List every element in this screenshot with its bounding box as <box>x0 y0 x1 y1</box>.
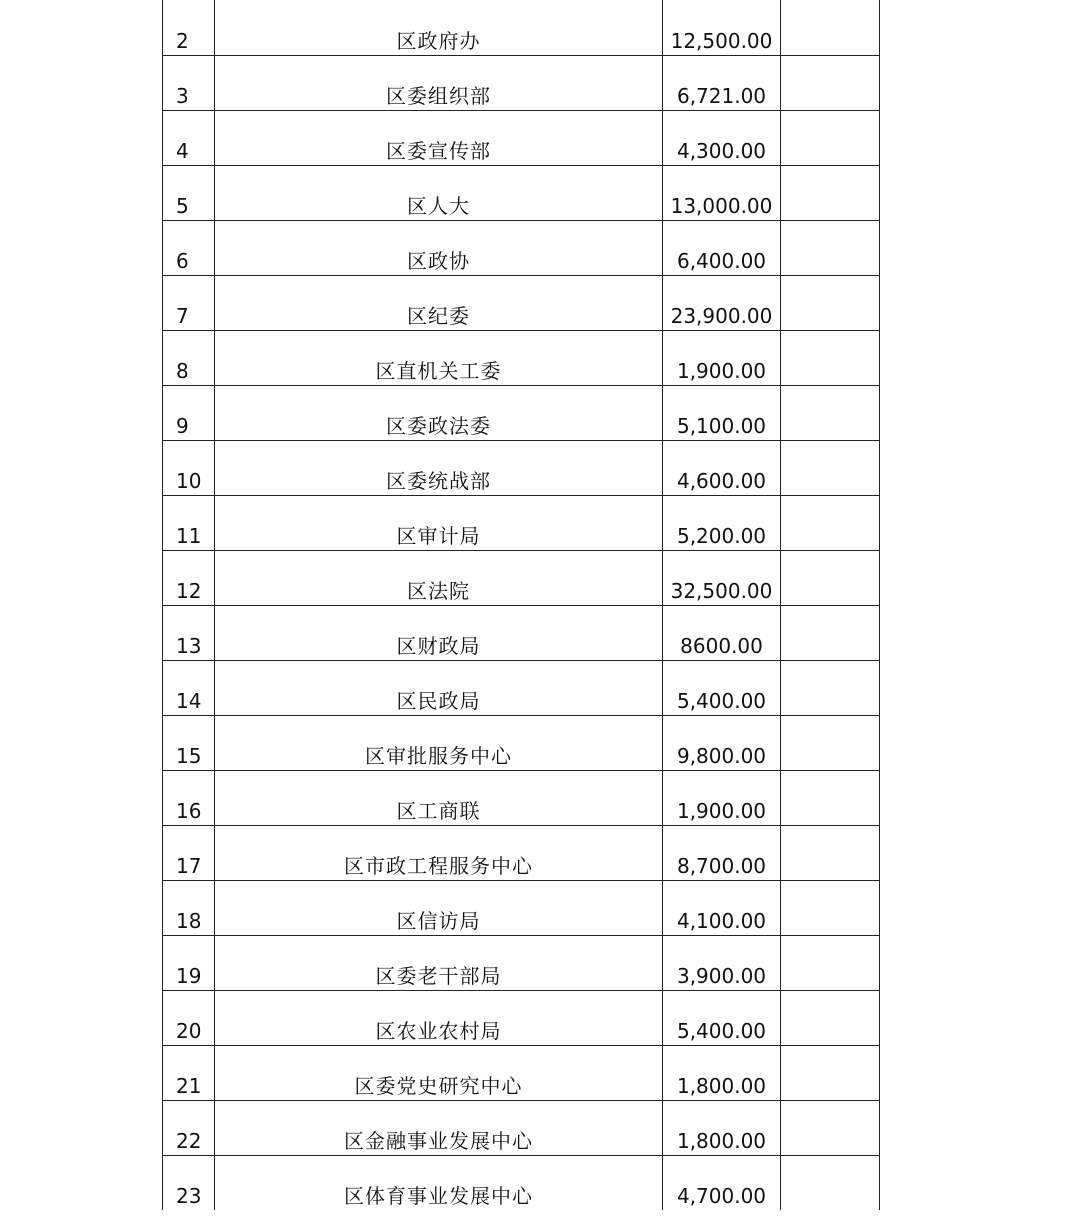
remark-cell <box>781 770 880 825</box>
amount: 8,700.00 <box>663 825 781 880</box>
unit-name: 区金融事业发展中心 <box>215 1100 663 1155</box>
remark-cell <box>781 0 880 55</box>
unit-name: 区委政法委 <box>215 385 663 440</box>
row-number: 13 <box>163 605 215 660</box>
row-number: 18 <box>163 880 215 935</box>
remark-cell <box>781 55 880 110</box>
unit-name: 区体育事业发展中心 <box>215 1155 663 1210</box>
row-number: 11 <box>163 495 215 550</box>
table-row <box>163 495 880 550</box>
table-row <box>163 660 880 715</box>
amount: 32,500.00 <box>663 550 781 605</box>
amount: 4,600.00 <box>663 440 781 495</box>
remark-cell <box>781 935 880 990</box>
unit-name: 区审计局 <box>215 495 663 550</box>
unit-name: 区市政工程服务中心 <box>215 825 663 880</box>
amount: 1,800.00 <box>663 1100 781 1155</box>
table-row <box>163 1100 880 1155</box>
row-number: 6 <box>163 220 215 275</box>
amount: 1,900.00 <box>663 330 781 385</box>
row-number: 14 <box>163 660 215 715</box>
table-row <box>163 770 880 825</box>
amount: 23,900.00 <box>663 275 781 330</box>
remark-cell <box>781 330 880 385</box>
table-row <box>163 825 880 880</box>
remark-cell <box>781 825 880 880</box>
row-number: 4 <box>163 110 215 165</box>
unit-name: 区纪委 <box>215 275 663 330</box>
table-row <box>163 275 880 330</box>
unit-name: 区信访局 <box>215 880 663 935</box>
unit-name: 区委宣传部 <box>215 110 663 165</box>
remark-cell <box>781 550 880 605</box>
amount: 4,300.00 <box>663 110 781 165</box>
allocation-table <box>162 0 880 1210</box>
row-number: 7 <box>163 275 215 330</box>
row-number: 9 <box>163 385 215 440</box>
amount: 9,800.00 <box>663 715 781 770</box>
remark-cell <box>781 605 880 660</box>
remark-cell <box>781 165 880 220</box>
amount: 4,100.00 <box>663 880 781 935</box>
table-row <box>163 110 880 165</box>
remark-cell <box>781 715 880 770</box>
remark-cell <box>781 495 880 550</box>
row-number: 5 <box>163 165 215 220</box>
row-number: 19 <box>163 935 215 990</box>
remark-cell <box>781 1155 880 1210</box>
table-body <box>163 0 880 1210</box>
remark-cell <box>781 880 880 935</box>
unit-name: 区财政局 <box>215 605 663 660</box>
unit-name: 区委统战部 <box>215 440 663 495</box>
unit-name: 区政府办 <box>215 0 663 55</box>
table-row <box>163 220 880 275</box>
allocation-table-container <box>162 0 880 1210</box>
amount: 13,000.00 <box>663 165 781 220</box>
amount: 5,400.00 <box>663 990 781 1045</box>
amount: 6,721.00 <box>663 55 781 110</box>
amount: 6,400.00 <box>663 220 781 275</box>
row-number: 21 <box>163 1045 215 1100</box>
row-number: 2 <box>163 0 215 55</box>
remark-cell <box>781 660 880 715</box>
remark-cell <box>781 275 880 330</box>
amount: 8600.00 <box>663 605 781 660</box>
unit-name: 区农业农村局 <box>215 990 663 1045</box>
unit-name: 区民政局 <box>215 660 663 715</box>
table-row <box>163 1155 880 1210</box>
unit-name: 区委老干部局 <box>215 935 663 990</box>
table-row <box>163 165 880 220</box>
unit-name: 区委党史研究中心 <box>215 1045 663 1100</box>
amount: 1,800.00 <box>663 1045 781 1100</box>
amount: 4,700.00 <box>663 1155 781 1210</box>
remark-cell <box>781 1100 880 1155</box>
table-row <box>163 550 880 605</box>
unit-name: 区人大 <box>215 165 663 220</box>
remark-cell <box>781 220 880 275</box>
amount: 1,900.00 <box>663 770 781 825</box>
amount: 5,100.00 <box>663 385 781 440</box>
amount: 5,200.00 <box>663 495 781 550</box>
remark-cell <box>781 1045 880 1100</box>
table-row <box>163 55 880 110</box>
unit-name: 区审批服务中心 <box>215 715 663 770</box>
row-number: 16 <box>163 770 215 825</box>
row-number: 15 <box>163 715 215 770</box>
unit-name: 区政协 <box>215 220 663 275</box>
table-row <box>163 715 880 770</box>
table-row <box>163 880 880 935</box>
remark-cell <box>781 440 880 495</box>
amount: 5,400.00 <box>663 660 781 715</box>
row-number: 17 <box>163 825 215 880</box>
unit-name: 区直机关工委 <box>215 330 663 385</box>
row-number: 23 <box>163 1155 215 1210</box>
remark-cell <box>781 110 880 165</box>
table-row <box>163 330 880 385</box>
row-number: 20 <box>163 990 215 1045</box>
table-row <box>163 385 880 440</box>
table-row <box>163 0 880 55</box>
table-row <box>163 990 880 1045</box>
row-number: 12 <box>163 550 215 605</box>
remark-cell <box>781 990 880 1045</box>
unit-name: 区法院 <box>215 550 663 605</box>
row-number: 10 <box>163 440 215 495</box>
unit-name: 区工商联 <box>215 770 663 825</box>
table-row <box>163 605 880 660</box>
row-number: 3 <box>163 55 215 110</box>
unit-name: 区委组织部 <box>215 55 663 110</box>
row-number: 8 <box>163 330 215 385</box>
row-number: 22 <box>163 1100 215 1155</box>
table-row <box>163 1045 880 1100</box>
table-row <box>163 440 880 495</box>
amount: 3,900.00 <box>663 935 781 990</box>
remark-cell <box>781 385 880 440</box>
amount: 12,500.00 <box>663 0 781 55</box>
table-row <box>163 935 880 990</box>
